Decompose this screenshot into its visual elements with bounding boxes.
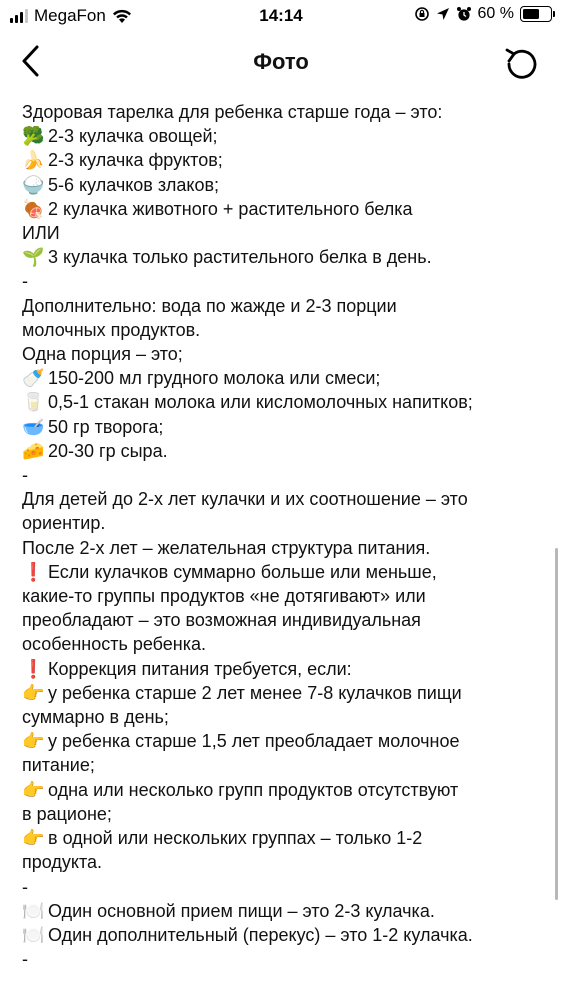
text-line	[22, 778, 542, 802]
carrier-label: MegaFon	[34, 6, 106, 25]
line-text: Коррекция питания требуется, если:	[48, 658, 352, 679]
line-text: в одной или нескольких группах – только 1-2	[48, 828, 423, 849]
emoji-icon: 🍼	[22, 368, 45, 389]
emoji-icon: 🥦	[22, 126, 45, 147]
text-line	[22, 390, 542, 414]
line-text: После 2-х лет – желательная структура питания.	[22, 537, 431, 558]
line-text: ИЛИ	[22, 223, 60, 244]
line-text: -	[22, 876, 28, 897]
location-icon	[436, 7, 450, 21]
line-text: Одна порция – это;	[22, 344, 183, 365]
text-line	[22, 657, 542, 681]
page-title: Фото	[253, 49, 309, 74]
line-text: 0,5-1 стакан молока или кисломолочных напитков;	[48, 392, 473, 413]
scrollbar[interactable]	[555, 548, 558, 900]
line-text: -	[22, 271, 28, 292]
text-line	[22, 511, 542, 535]
emoji-icon: 👉	[22, 779, 45, 800]
line-text: -	[22, 949, 28, 970]
line-text: 20-30 гр сыра.	[48, 440, 168, 461]
emoji-icon: 👉	[22, 682, 45, 703]
text-line	[22, 221, 542, 245]
emoji-icon: 🧀	[22, 440, 45, 461]
line-text: 5-6 кулачков злаков;	[48, 174, 220, 195]
text-line	[22, 826, 542, 850]
line-text: Для детей до 2-х лет кулачки и их соотношение – это	[22, 489, 468, 510]
line-text: молочных продуктов.	[22, 319, 201, 340]
emoji-icon: 👉	[22, 731, 45, 752]
line-text: 2 кулачка животного + растительного белка	[48, 198, 413, 219]
emoji-icon: 🥣	[22, 416, 45, 437]
line-text: 50 гр творога;	[48, 416, 164, 437]
line-text: ориентир.	[22, 513, 106, 534]
text-line	[22, 366, 542, 390]
text-line	[22, 439, 542, 463]
emoji-icon: 🌱	[22, 247, 45, 268]
line-text: 2-3 кулачка фруктов;	[48, 150, 223, 171]
rotate-icon	[503, 45, 539, 81]
line-text: 3 кулачка только растительного белка в день.	[48, 247, 432, 268]
line-text: у ребенка старше 1,5 лет преобладает молочное	[48, 731, 460, 752]
emoji-icon: 🍖	[22, 198, 45, 219]
battery-percent: 60 %	[477, 5, 514, 22]
line-text: продукта.	[22, 852, 103, 873]
emoji-icon: 🍌	[22, 150, 45, 171]
text-line	[22, 947, 542, 971]
text-line	[22, 294, 542, 318]
text-line	[22, 632, 542, 656]
text-line	[22, 318, 542, 342]
text-line	[22, 681, 542, 705]
emoji-icon: 🥛	[22, 392, 45, 413]
text-line	[22, 584, 542, 608]
text-line	[22, 705, 542, 729]
text-line	[22, 342, 542, 366]
text-line	[22, 923, 542, 947]
text-line	[22, 124, 542, 148]
emoji-icon: ❗	[22, 561, 45, 582]
status-bar	[0, 0, 562, 32]
line-text: Один основной прием пищи – это 2-3 кулачка.	[48, 900, 435, 921]
text-line	[22, 148, 542, 172]
line-text: какие-то группы продуктов «не дотягивают» или	[22, 586, 426, 607]
text-line	[22, 463, 542, 487]
emoji-icon: 🍽️	[22, 900, 45, 921]
emoji-icon: 🍽️	[22, 924, 45, 945]
text-line	[22, 899, 542, 923]
text-line	[22, 802, 542, 826]
nav-bar	[0, 32, 562, 94]
emoji-icon: ❗	[22, 658, 45, 679]
line-text: особенность ребенка.	[22, 634, 207, 655]
text-line	[22, 269, 542, 293]
line-text: Здоровая тарелка для ребенка старше года – это:	[22, 102, 443, 122]
text-line	[22, 415, 542, 439]
text-line	[22, 729, 542, 753]
text-line	[22, 173, 542, 197]
line-text: 150-200 мл грудного молока или смеси;	[48, 368, 381, 389]
line-text: у ребенка старше 2 лет менее 7-8 кулачков пищи	[48, 682, 462, 703]
line-text: Один дополнительный (перекус) – это 1-2 кулачка.	[48, 924, 473, 945]
line-text: суммарно в день;	[22, 707, 169, 728]
text-line	[22, 753, 542, 777]
line-text: одна или несколько групп продуктов отсутствуют	[48, 779, 459, 800]
line-text: 2-3 кулачка овощей;	[48, 126, 218, 147]
battery-icon	[520, 6, 552, 22]
orientation-lock-icon	[414, 6, 430, 22]
text-line	[22, 245, 542, 269]
text-line	[22, 875, 542, 899]
line-text: Если кулачков суммарно больше или меньше,	[48, 561, 437, 582]
status-time: 14:14	[259, 6, 303, 25]
line-text: -	[22, 465, 28, 486]
status-right	[414, 5, 552, 23]
rotate-button[interactable]	[502, 44, 540, 82]
photo-description-text	[22, 100, 542, 1000]
line-text: Дополнительно: вода по жажде и 2-3 порции	[22, 295, 397, 316]
text-line	[22, 100, 542, 124]
emoji-icon: 🍚	[22, 174, 45, 195]
line-text: в рационе;	[22, 803, 112, 824]
text-line	[22, 487, 542, 511]
text-line	[22, 850, 542, 874]
text-line	[22, 536, 542, 560]
alarm-icon	[456, 6, 472, 22]
text-line	[22, 560, 542, 584]
emoji-icon: 👉	[22, 828, 45, 849]
battery-fill	[523, 9, 539, 19]
text-line	[22, 608, 542, 632]
text-line	[22, 197, 542, 221]
line-text: преобладают – это возможная индивидуальная	[22, 610, 421, 631]
line-text: питание;	[22, 755, 95, 776]
